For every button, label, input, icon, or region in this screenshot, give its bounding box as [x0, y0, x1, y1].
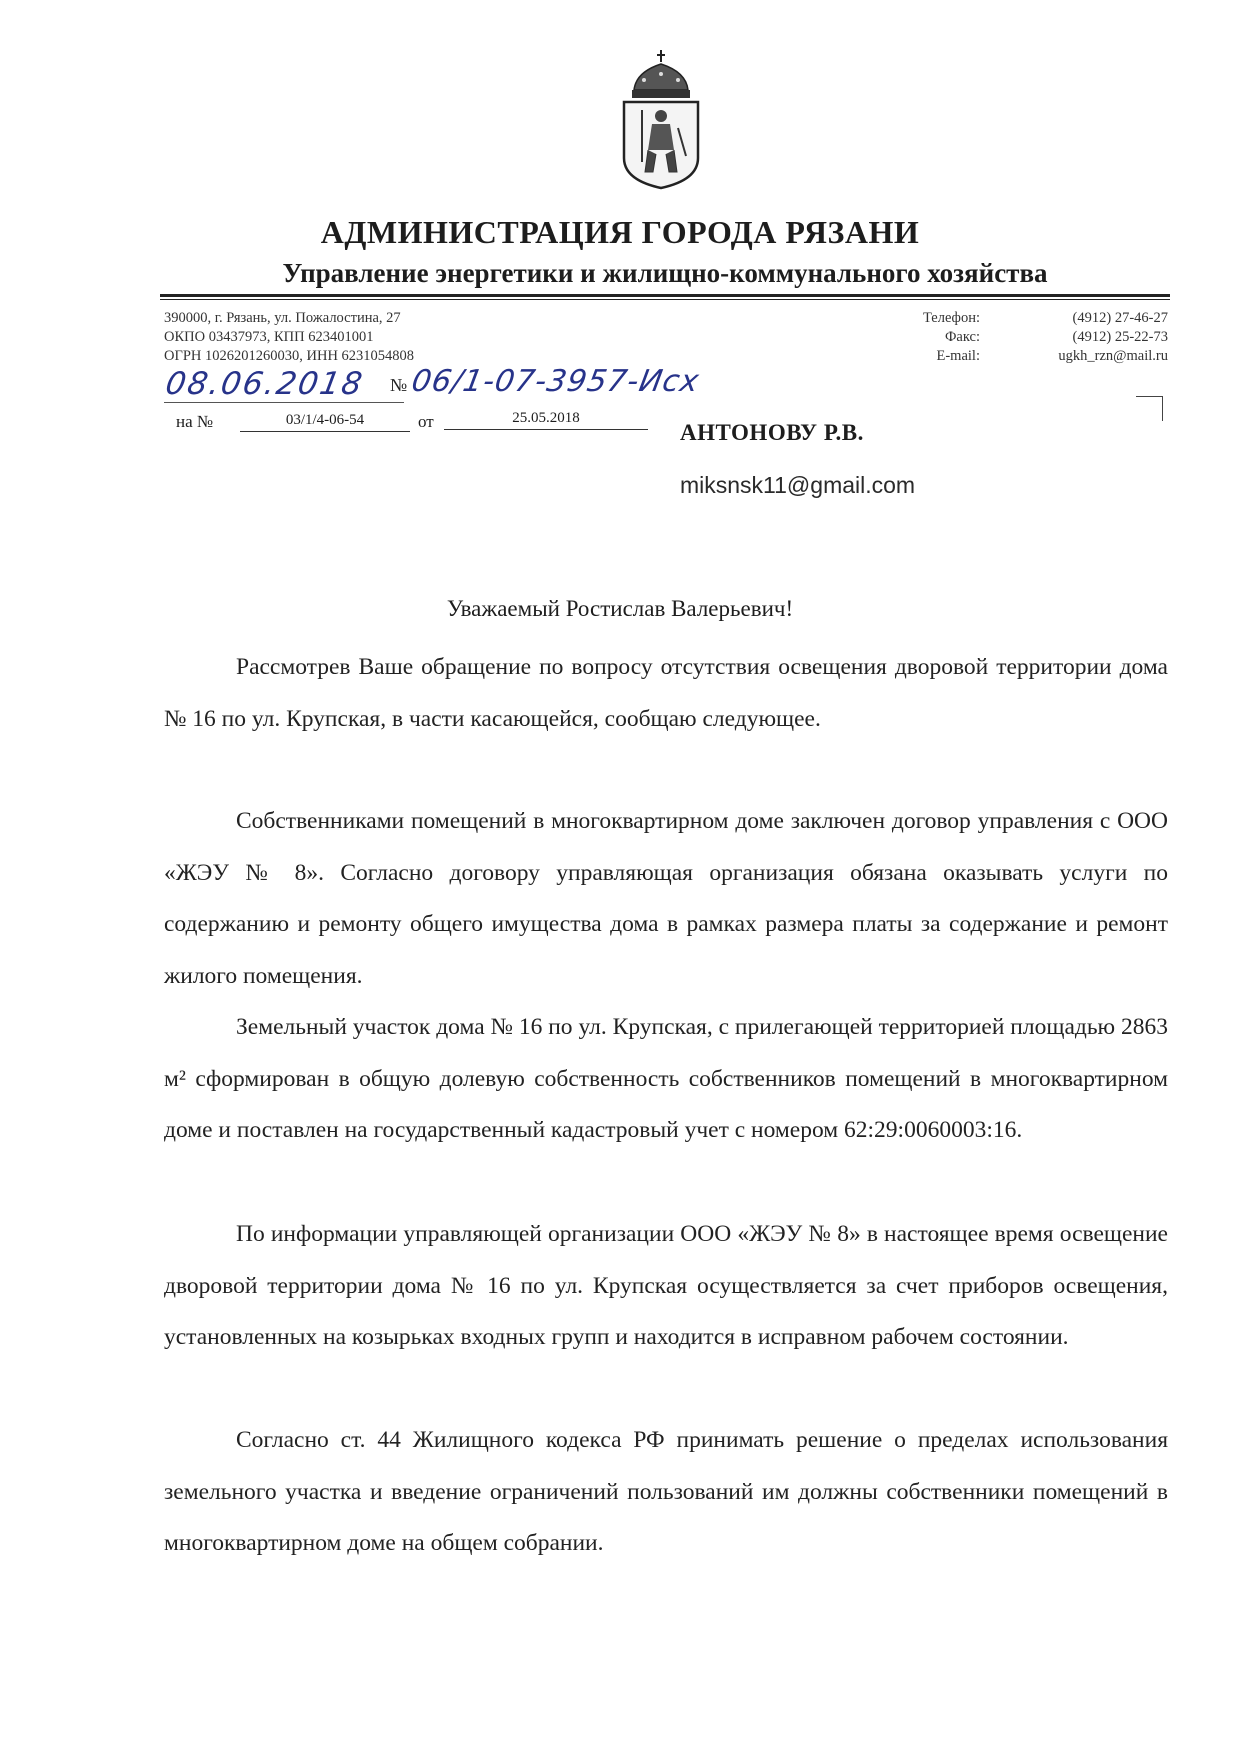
- reference-from-label: от: [418, 412, 434, 431]
- email-label: E-mail:: [936, 348, 980, 364]
- address-line: ОГРН 1026201260030, ИНН 6231054808: [164, 348, 415, 364]
- number-sign: №: [390, 375, 408, 395]
- header-divider: [160, 294, 1170, 297]
- address-corner-mark: [1136, 396, 1163, 421]
- body-paragraph: Земельный участок дома № 16 по ул. Крупская, с прилегающей территорией площадью 2863 м² сформирован в общую долевую собственность собственников помещений в многоквартирном доме и поставлен на государственный кадастровый учет с номером 62:29:0060003:16.: [164, 1014, 1168, 1144]
- outgoing-underline: [164, 402, 404, 403]
- phone-value: (4912) 27-46-27: [1072, 310, 1168, 326]
- recipient-email: miksnsk11@gmail.com: [680, 472, 916, 498]
- greeting: Уважаемый Ростислав Валерьевич!: [446, 596, 794, 621]
- reference-date: 25.05.2018: [444, 410, 648, 430]
- organization-title: АДМИНИСТРАЦИЯ ГОРОДА РЯЗАНИ: [320, 214, 920, 250]
- phone-label: Телефон:: [922, 310, 980, 326]
- department-title: Управление энергетики и жилищно-коммунального хозяйства: [282, 258, 1048, 288]
- contact-labels: [880, 309, 980, 366]
- sender-address-block: [164, 309, 414, 366]
- body-paragraph: Собственниками помещений в многоквартирном доме заключен договор управления с ООО «ЖЭУ № 8». Согласно договору управляющая организация обязана оказывать услуги по содержанию и ремонту общего имущества дома в рамках размера платы за содержание и ремонт жилого помещения.: [164, 808, 1168, 989]
- fax-value: (4912) 25-22-73: [1072, 329, 1168, 345]
- outgoing-date: 08.06.2018: [162, 366, 367, 402]
- address-line: 390000, г. Рязань, ул. Пожалостина, 27: [164, 310, 401, 326]
- fax-label: Факс:: [944, 329, 980, 345]
- recipient-name: АНТОНОВУ Р.В.: [680, 420, 864, 445]
- body-paragraph: По информации управляющей организации ООО «ЖЭУ № 8» в настоящее время освещение дворовой территории дома № 16 по ул. Крупская осуществляется за счет приборов освещения, установленных на козырьках входных групп и находится в исправном рабочем состоянии.: [164, 1221, 1168, 1351]
- body-paragraph: Согласно ст. 44 Жилищного кодекса РФ принимать решение о пределах использования земельного участка и введение ограничений пользований им должны собственники помещений в многоквартирном доме на общем собрании.: [164, 1427, 1168, 1557]
- reference-number: 03/1/4-06-54: [240, 412, 410, 432]
- body-paragraph: Рассмотрев Ваше обращение по вопросу отсутствия освещения дворовой территории дома № 16 по ул. Крупская, в части касающейся, сообщаю следующее.: [164, 654, 1168, 732]
- ryazan-coat-of-arms-icon: [618, 50, 704, 190]
- address-line: ОКПО 03437973, КПП 623401001: [164, 329, 374, 345]
- outgoing-number: 06/1-07-3957-Исх: [408, 364, 703, 399]
- header-divider-thin: [160, 299, 1170, 300]
- contact-values: [1000, 309, 1168, 366]
- reference-label: на №: [176, 412, 214, 431]
- email-value: ugkh_rzn@mail.ru: [1058, 348, 1168, 364]
